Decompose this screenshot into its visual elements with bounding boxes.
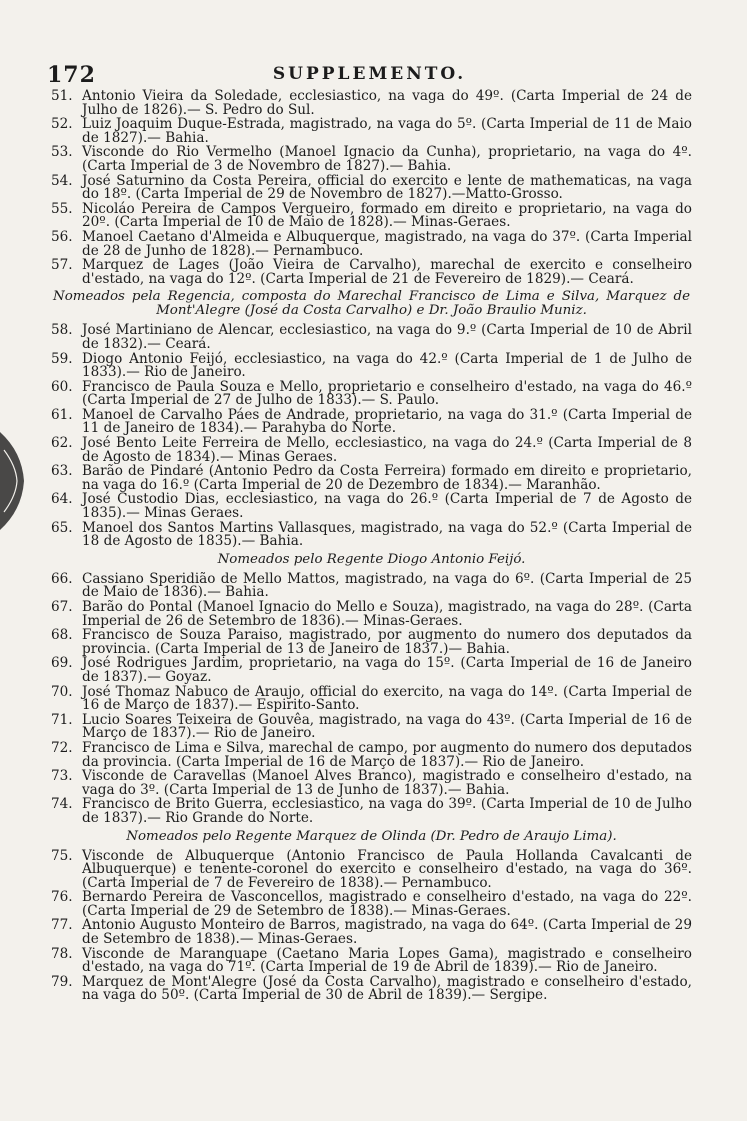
entry-number: 56. — [51, 228, 73, 245]
entry-text: Barão de Pindaré (Antonio Pedro da Costa Ferreira) formado em direito e proprietario, na vaga do 16.º (Carta Imperial de 20 de Dezembro de 1834).— Maranhão. — [82, 463, 692, 493]
entry-number: 65. — [51, 519, 73, 536]
list-item — [51, 146, 692, 173]
list-item — [51, 406, 692, 437]
entry-text: Cassiano Speridião de Mello Mattos, magistrado, na vaga do 6º. (Carta Imperial de 25 de Maio de 1836).— Bahia. — [82, 570, 692, 601]
list-item — [51, 118, 692, 145]
entry-number: 78. — [51, 945, 73, 962]
entry-number: 75. — [51, 847, 73, 864]
list-item — [51, 739, 692, 770]
entry-number: 69. — [51, 655, 73, 672]
list-item — [51, 172, 692, 203]
list-item — [51, 200, 692, 231]
entry-text: Luiz Joaquim Duque-Estrada, magistrado, na vaga do 5º. (Carta Imperial de 11 de Maio de 1827).— Bahia. — [82, 116, 692, 146]
entry-number: 57. — [51, 257, 73, 274]
entries-content — [51, 90, 692, 1004]
entry-number: 72. — [51, 739, 73, 756]
entry-number: 77. — [51, 917, 73, 934]
list-item — [51, 847, 692, 891]
entry-text: Francisco de Souza Paraiso, magistrado, por augmento do numero dos deputados da provincia. (Carta Imperial de 13 de Janeiro de 1837.)— Bahia. — [82, 627, 692, 657]
entry-number: 76. — [51, 889, 73, 906]
entry-text: Visconde de Maranguape (Caetano Maria Lopes Gama), magistrado e conselheiro d'estado, na vaga do 71º. (Carta Imperial de 19 de Abril de 1839).— Rio de Janeiro. — [82, 945, 692, 976]
entry-text: Francisco de Brito Guerra, ecclesiastico, na vaga do 39º. (Carta Imperial de 10 de Julho de 1837).— Rio Grande do Norte. — [82, 796, 692, 826]
list-item — [51, 493, 692, 520]
list-item — [51, 973, 692, 1004]
entry-number: 54. — [51, 172, 73, 189]
entry-text: Lucio Soares Teixeira de Gouvêa, magistrado, na vaga do 43º. (Carta Imperial de 16 de Março de 1837).— Rio de Janeiro. — [82, 711, 692, 742]
entry-text: José Bento Leite Ferreira de Mello, ecclesiastico, na vaga do 24.º (Carta Imperial de 8 de Agosto de 1834).— Minas Geraes. — [82, 435, 692, 465]
list-item — [51, 770, 692, 797]
entry-number: 70. — [51, 683, 73, 700]
running-title: SUPPLEMENTO. — [272, 64, 467, 84]
entry-text: Manoel Caetano d'Almeida e Albuquerque, magistrado, na vaga do 37º. (Carta Imperial de 28 de Junho de 1828).— Pernambuco. — [82, 228, 692, 259]
entry-number: 51. — [51, 88, 73, 104]
list-item — [51, 601, 692, 628]
entry-text: Manoel dos Santos Martins Vallasques, magistrado, na vaga do 52.º (Carta Imperial de 18 de Agosto de 1835).— Bahia. — [82, 519, 692, 550]
section-title: Nomeados pelo Regente Diogo Antonio Feijó. — [217, 551, 526, 567]
list-item — [51, 437, 692, 464]
list-item — [51, 629, 692, 656]
entry-text: Francisco de Lima e Silva, marechal de campo, por augmento do numero dos deputados da provincia. (Carta Imperial de 16 de Março de 1837).— Rio de Janeiro. — [82, 739, 692, 770]
list-item — [51, 519, 692, 550]
entry-number: 62. — [51, 435, 73, 452]
list-item — [51, 570, 692, 601]
entry-number: 79. — [51, 973, 73, 990]
entry-text: Manoel de Carvalho Páes de Andrade, proprietario, na vaga do 31.º (Carta Imperial de 11 de Janeiro de 1834).— Parahyba do Norte. — [82, 406, 692, 437]
page-number: 172 — [47, 62, 96, 88]
list-item — [51, 324, 692, 351]
list-item — [51, 657, 692, 684]
entry-text: Visconde de Albuquerque (Antonio Francisco de Paula Hollanda Cavalcanti de Albuquerque) e tenente-coronel do exercito e conselheiro d'estado, na vaga do 36º. (Carta Imperial de 7 de Fevereiro de 1838).— Pernambuco. — [82, 847, 692, 891]
entry-number: 63. — [51, 463, 73, 480]
entry-text: Antonio Vieira da Soledade, ecclesiastico, na vaga do 49º. (Carta Imperial de 24 de Julho de 1826).— S. Pedro do Sul. — [82, 88, 692, 118]
entry-text: Marquez de Mont'Alegre (José da Costa Carvalho), magistrado e conselheiro d'estado, na vaga do 50º. (Carta Imperial de 30 de Abril de 1839).— Sergipe. — [82, 973, 692, 1004]
entry-number: 60. — [51, 378, 73, 395]
entry-text: José Thomaz Nabuco de Araujo, official do exercito, na vaga do 14º. (Carta Imperial de 16 de Março de 1837).— Espirito-Santo. — [82, 683, 692, 714]
entry-number: 55. — [51, 200, 73, 217]
list-item — [51, 228, 692, 259]
entry-text: José Martiniano de Alencar, ecclesiastico, na vaga do 9.º (Carta Imperial de 10 de Abril de 1832).— Ceará. — [82, 322, 692, 352]
list-item — [51, 350, 692, 381]
list-item — [51, 945, 692, 976]
list-item — [51, 378, 692, 409]
entry-text: Diogo Antonio Feijó, ecclesiastico, na vaga do 42.º (Carta Imperial de 1 de Julho de 1833).— Rio de Janeiro. — [82, 350, 692, 381]
list-item — [51, 465, 692, 492]
page-header — [47, 62, 692, 86]
entry-text: José Saturnino da Costa Pereira, official do exercito e lente de mathematicas, na vaga do 18º. (Carta Imperial de 29 de Novembro de 1827).—Matto-Grosso. — [82, 172, 692, 203]
list-item — [51, 90, 692, 117]
entry-text: José Custodio Dias, ecclesiastico, na vaga do 26.º (Carta Imperial de 7 de Agosto de 1835).— Minas Geraes. — [82, 491, 692, 522]
entry-text: Bernardo Pereira de Vasconcellos, magistrado e conselheiro d'estado, na vaga do 22º. (Carta Imperial de 29 de Setembro de 1838).— Minas-Geraes. — [82, 889, 692, 919]
section-title: Nomeados pela Regencia, composta do Marechal Francisco de Lima e Silva, Marquez de Mont'Alegre (José da Costa Carvalho) e Dr. João Braulio Muniz. — [53, 289, 690, 319]
entry-number: 61. — [51, 406, 73, 423]
entry-text: Nicoláo Pereira de Campos Vergueiro, formado em direito e proprietario, na vaga do 20º. (Carta Imperial de 10 de Maio de 1828).— Minas-Geraes. — [82, 200, 692, 231]
entry-number: 59. — [51, 350, 73, 367]
entry-text: Marquez de Lages (João Vieira de Carvalho), marechal de exercito e conselheiro d'estado, na vaga do 12º. (Carta Imperial de 21 de Fevereiro de 1829).— Ceará. — [82, 257, 692, 287]
entry-text: Francisco de Paula Souza e Mello, proprietario e conselheiro d'estado, na vaga do 46.º (Carta Imperial de 27 de Julho de 1833).— S. Paulo. — [82, 378, 692, 409]
entry-text: Visconde de Caravellas (Manoel Alves Branco), magistrado e conselheiro d'estado, na vaga do 3º. (Carta Imperial de 13 de Junho de 1837).— Bahia. — [82, 768, 692, 798]
entry-number: 74. — [51, 796, 73, 813]
entry-number: 66. — [51, 570, 73, 587]
list-item — [51, 798, 692, 825]
entry-number: 67. — [51, 599, 73, 615]
entry-number: 58. — [51, 322, 73, 339]
list-item — [51, 891, 692, 918]
list-item — [51, 259, 692, 286]
entry-text: Antonio Augusto Monteiro de Barros, magistrado, na vaga do 64º. (Carta Imperial de 29 de Setembro de 1838).— Minas-Geraes. — [82, 917, 692, 948]
entry-number: 52. — [51, 116, 73, 133]
section-title: Nomeados pelo Regente Marquez de Olinda (Dr. Pedro de Araujo Lima). — [126, 828, 617, 844]
entry-number: 64. — [51, 491, 73, 508]
entry-number: 71. — [51, 711, 73, 728]
entry-text: José Rodrigues Jardim, proprietario, na vaga do 15º. (Carta Imperial de 16 de Janeiro de 1837).— Goyaz. — [82, 655, 692, 685]
entry-number: 68. — [51, 627, 73, 644]
binding-shadow-mark — [0, 432, 30, 530]
entry-text: Visconde do Rio Vermelho (Manoel Ignacio da Cunha), proprietario, na vaga do 4º. (Carta Imperial de 3 de Novembro de 1827).— Bahia. — [82, 144, 692, 174]
entry-number: 53. — [51, 144, 73, 161]
entry-text: Barão do Pontal (Manoel Ignacio do Mello e Souza), magistrado, na vaga do 28º. (Carta Imperial de 26 de Setembro de 1836).— Minas-Geraes. — [82, 599, 692, 629]
entry-number: 73. — [51, 768, 73, 785]
list-item — [51, 919, 692, 946]
list-item — [51, 711, 692, 742]
list-item — [51, 683, 692, 714]
